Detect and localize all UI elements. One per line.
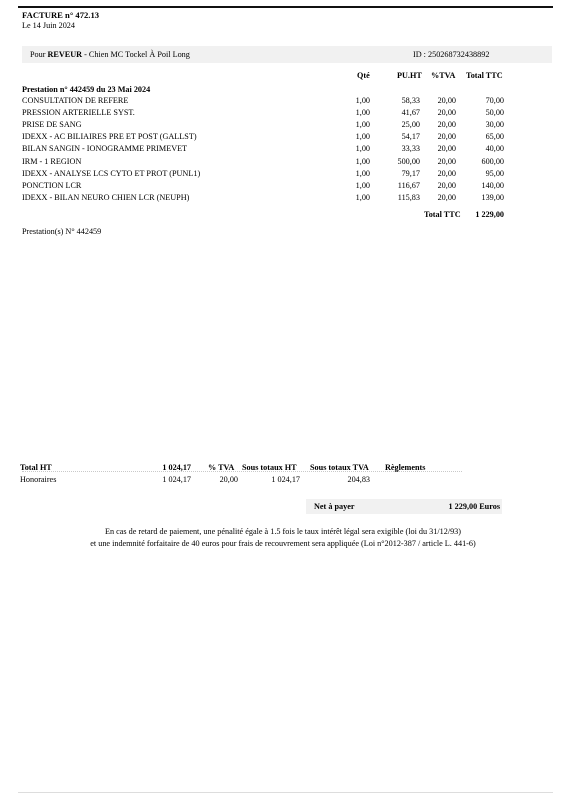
client-id (413, 51, 489, 59)
line-item-row (0, 121, 566, 132)
invoice-date: Le 14 Juin 2024 (22, 21, 75, 30)
top-rule (18, 6, 553, 8)
line-item-vat: 20,00 (437, 108, 456, 118)
client-id-value: 250268732438892 (428, 50, 490, 59)
line-item-total-ttc: 50,00 (485, 108, 504, 118)
col-total-ttc: Total TTC (466, 71, 503, 80)
line-item-row (0, 109, 566, 120)
line-item-qty: 1,00 (355, 96, 370, 105)
line-item-row (0, 145, 566, 156)
line-item-row (0, 158, 566, 169)
line-item-unit-ht: 79,17 (401, 168, 420, 178)
line-item-qty: 1,00 (355, 132, 370, 142)
summary-total-ht-value: 1 024,17 (162, 463, 191, 472)
col-qty: Qté (357, 71, 370, 80)
line-item-qty: 1,00 (355, 156, 370, 166)
line-item-label: IDEXX - ANALYSE LCS CYTO ET PROT (PUNL1) (22, 168, 201, 178)
line-item-qty: 1,00 (355, 168, 370, 178)
total-ttc-value: 1 229,00 (475, 210, 504, 219)
line-item-vat: 20,00 (437, 180, 456, 190)
summary-vat-header: % TVA (208, 463, 235, 472)
line-item-label: IRM - 1 REGION (22, 156, 82, 166)
line-item-label: IDEXX - BILAN NEURO CHIEN LCR (NEUPH) (22, 192, 190, 202)
net-to-pay-value: 1 229,00 Euros (448, 502, 500, 511)
col-unit-ht: PU.HT (397, 71, 422, 80)
line-item-label: BILAN SANGIN - IONOGRAMME PRIMEVET (22, 144, 188, 154)
summary-subtotal-ht-header: Sous totaux HT (242, 463, 297, 472)
line-item-row (0, 133, 566, 144)
bottom-rule (18, 792, 553, 793)
line-item-label: PRESSION ARTERIELLE SYST. (22, 108, 135, 118)
line-item-unit-ht: 58,33 (401, 96, 420, 105)
line-item-unit-ht: 500,00 (397, 156, 420, 166)
line-item-total-ttc: 95,00 (485, 168, 504, 178)
prestation-title: Prestation n° 442459 du 23 Mai 2024 (22, 85, 151, 94)
line-item-unit-ht: 115,83 (397, 192, 420, 202)
line-item-qty: 1,00 (355, 108, 370, 118)
line-item-vat: 20,00 (437, 144, 456, 154)
summary-payments-header: Règlements (385, 463, 426, 472)
summary-row-label: Honoraires (20, 475, 57, 484)
summary-row-ht: 1 024,17 (162, 475, 191, 484)
patient-name: - Chien MC Tockel À Poil Long (82, 50, 190, 59)
col-vat: %TVA (431, 71, 456, 80)
line-item-unit-ht: 54,17 (401, 132, 420, 142)
summary-subtotal-tva-header: Sous totaux TVA (310, 463, 369, 472)
summary-row-subtotal-ht: 1 024,17 (271, 475, 300, 484)
line-item-vat: 20,00 (437, 120, 456, 130)
line-item-unit-ht: 25,00 (401, 120, 420, 130)
line-item-unit-ht: 33,33 (401, 144, 420, 154)
line-item-unit-ht: 116,67 (397, 180, 420, 190)
invoice-title: FACTURE n° 472.13 (22, 10, 100, 20)
line-item-vat: 20,00 (437, 96, 456, 105)
line-item-unit-ht: 41,67 (401, 108, 420, 118)
line-item-qty: 1,00 (355, 192, 370, 202)
line-item-qty: 1,00 (355, 144, 370, 154)
line-item-label: CONSULTATION DE REFERE (22, 96, 129, 105)
line-item-total-ttc: 140,00 (481, 180, 504, 190)
line-item-total-ttc: 40,00 (485, 144, 504, 154)
client-id-label: ID : (413, 50, 426, 59)
line-item-row (0, 194, 566, 205)
line-item-row (0, 97, 566, 108)
total-ttc-label: Total TTC (424, 210, 461, 219)
line-item-row (0, 170, 566, 181)
line-item-row (0, 182, 566, 193)
line-item-label: PONCTION LCR (22, 180, 82, 190)
legal-notice-line-2: et une indemnité forfaitaire de 40 euros pour frais de recouvrement sera appliquée (Loi n°2012-387 / article L. 441-6) (90, 539, 476, 548)
line-item-vat: 20,00 (437, 156, 456, 166)
line-item-total-ttc: 65,00 (485, 132, 504, 142)
line-item-qty: 1,00 (355, 120, 370, 130)
client-prefix: Pour (30, 50, 46, 59)
line-item-total-ttc: 70,00 (485, 96, 504, 105)
summary-row-subtotal-tva: 204,83 (347, 475, 370, 484)
summary-row-vat: 20,00 (219, 475, 238, 484)
line-item-total-ttc: 139,00 (481, 192, 504, 202)
line-item-qty: 1,00 (355, 180, 370, 190)
line-item-label: PRISE DE SANG (22, 120, 82, 130)
client-line (30, 51, 190, 59)
line-item-label: IDEXX - AC BILIAIRES PRE ET POST (GALLST) (22, 132, 197, 142)
line-item-vat: 20,00 (437, 168, 456, 178)
client-name: REVEUR (47, 50, 83, 59)
line-item-total-ttc: 600,00 (481, 156, 504, 166)
summary-total-ht-label: Total HT (20, 463, 52, 472)
legal-notice-line-1: En cas de retard de paiement, une pénalité égale à 1.5 fois le taux intérêt légal sera exigible (loi du 31/12/93) (104, 527, 462, 536)
net-to-pay-label: Net à payer (314, 502, 355, 511)
line-item-total-ttc: 30,00 (485, 120, 504, 130)
prestations-ref: Prestation(s) N° 442459 (22, 227, 102, 236)
line-item-vat: 20,00 (437, 192, 456, 202)
line-item-vat: 20,00 (437, 132, 456, 142)
